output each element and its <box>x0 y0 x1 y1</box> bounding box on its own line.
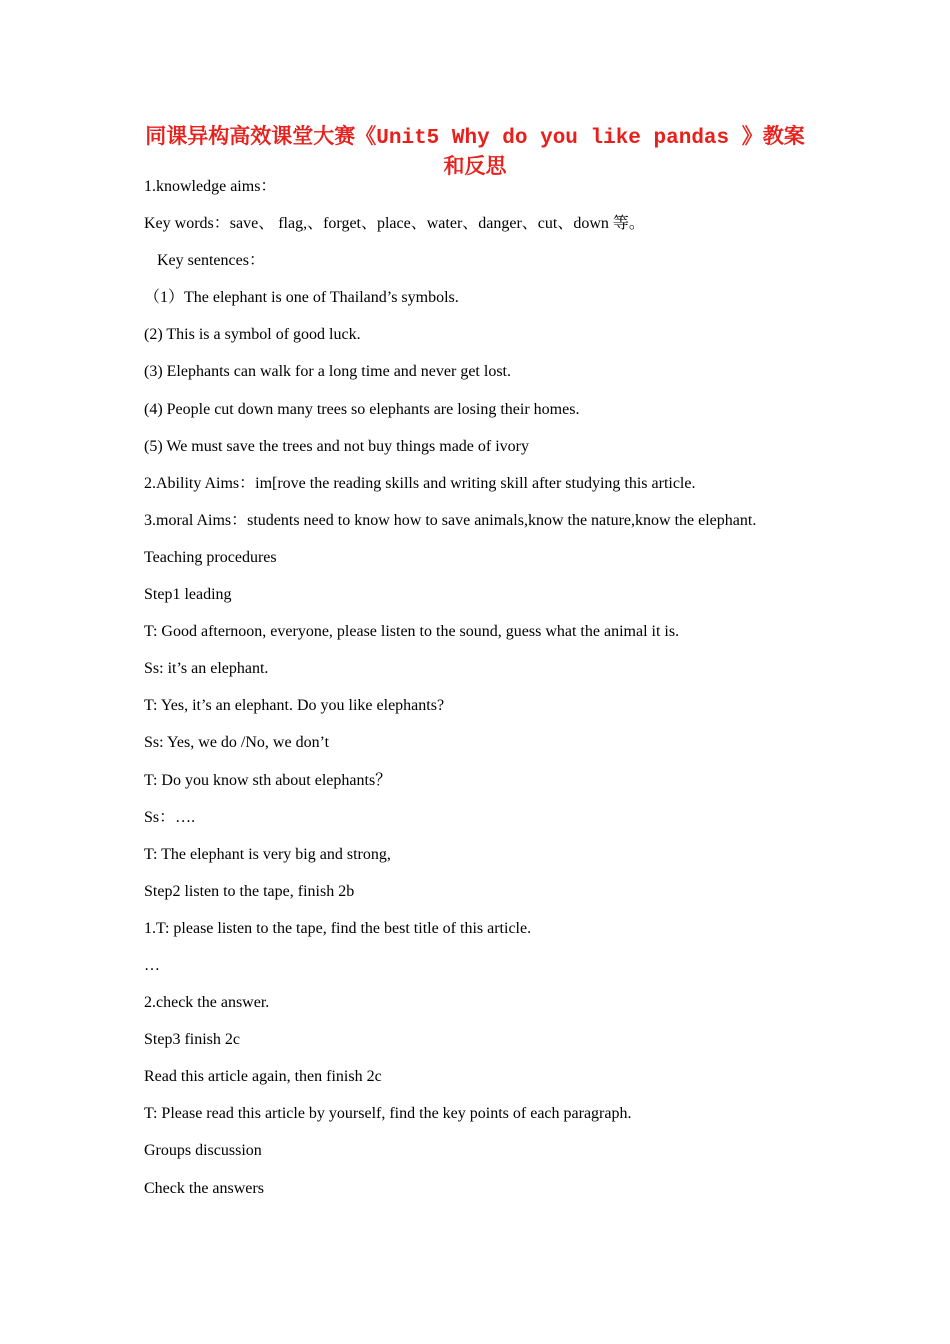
document-title <box>140 122 810 179</box>
step3-heading: Step3 finish 2c <box>144 1031 240 1049</box>
key-sentence-2: (2) This is a symbol of good luck. <box>144 326 361 344</box>
step2-instruction-2: 2.check the answer. <box>144 994 270 1012</box>
step2-instruction-1: 1.T: please listen to the tape, find the best title of this article. <box>144 919 532 937</box>
teaching-procedures-heading: Teaching procedures <box>144 548 277 566</box>
key-sentence-5: (5) We must save the trees and not buy things made of ivory <box>144 437 529 455</box>
title-chinese-end: 》教案和反思 <box>443 123 805 178</box>
dialogue-line: Ss：…. <box>144 808 196 826</box>
moral-aims-line: 3.moral Aims：students need to know how to save animals,know the nature,know the elephant. <box>144 511 757 529</box>
step2-heading: Step2 listen to the tape, finish 2b <box>144 882 355 900</box>
key-sentence-4: (4) People cut down many trees so elephants are losing their homes. <box>144 400 580 418</box>
document-body <box>144 174 844 1213</box>
title-chinese-start: 同课异构高效课堂大赛《 <box>145 123 377 148</box>
dialogue-line: Ss: it’s an elephant. <box>144 660 269 678</box>
knowledge-aims-heading: 1.knowledge aims： <box>144 178 277 195</box>
ability-aims-line: 2.Ability Aims：im[rove the reading skills and writing skill after studying this article. <box>144 474 696 492</box>
dialogue-line: Ss: Yes, we do /No, we don’t <box>144 734 330 752</box>
key-sentence-1: （1）The elephant is one of Thailand’s symbols. <box>144 289 459 307</box>
dialogue-line: T: The elephant is very big and strong, <box>144 845 391 863</box>
step3-instruction: Read this article again, then finish 2c <box>144 1068 382 1086</box>
groups-discussion-line: Groups discussion <box>144 1142 262 1160</box>
check-answers-line: Check the answers <box>144 1179 264 1197</box>
key-sentences-heading: Key sentences： <box>157 252 265 270</box>
step3-teacher-line: T: Please read this article by yourself, find the key points of each paragraph. <box>144 1105 632 1123</box>
title-unit-name: Unit5 Why do you like pandas <box>376 127 742 150</box>
key-sentence-3: (3) Elephants can walk for a long time and never get lost. <box>144 363 511 381</box>
step1-heading: Step1 leading <box>144 586 232 604</box>
dialogue-line: T: Good afternoon, everyone, please listen to the sound, guess what the animal it is. <box>144 623 680 641</box>
dialogue-line: T: Yes, it’s an elephant. Do you like elephants? <box>144 697 445 715</box>
ellipsis-line: … <box>144 956 160 974</box>
key-words-line: Key words：save、 flag,、forget、place、water、danger、cut、down 等。 <box>144 215 645 233</box>
dialogue-line: T: Do you know sth about elephants？ <box>144 771 392 789</box>
